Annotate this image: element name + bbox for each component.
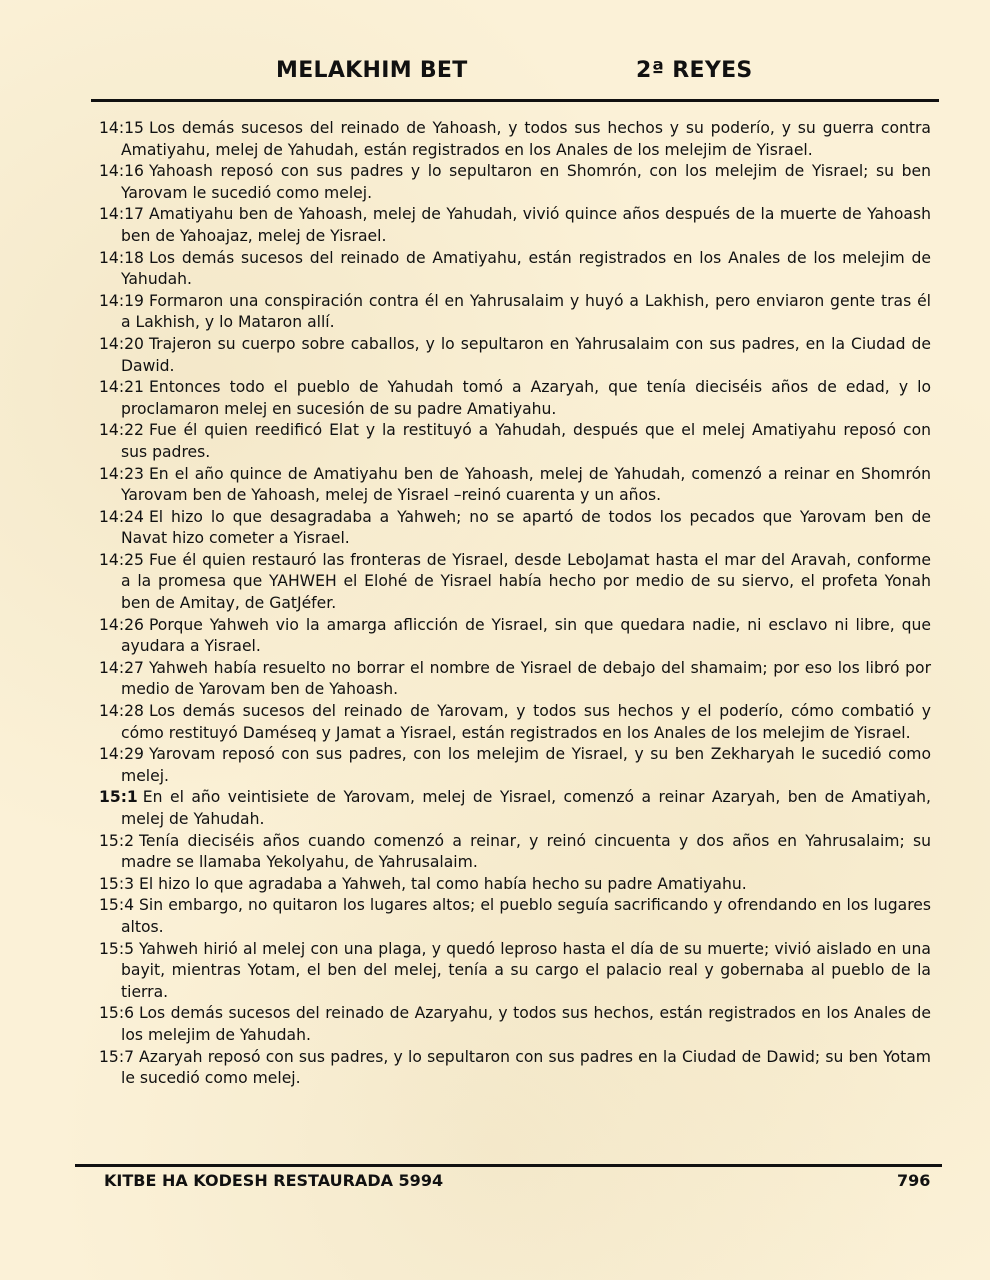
page-header — [0, 58, 990, 90]
verse-text: Los demás sucesos del reinado de Azaryahu, y todos sus hechos, están registrados en los Anales de los melejim de Yahudah. — [121, 1004, 931, 1044]
verse-text: Yahoash reposó con sus padres y lo sepultaron en Shomrón, con los melejim de Yisrael; su ben Yarovam le sucedió como melej. — [121, 162, 931, 202]
verse — [99, 874, 931, 896]
verse-reference: 15:1 — [99, 788, 138, 807]
verse — [99, 420, 931, 463]
verse-text: Yahweh hirió al melej con una plaga, y quedó leproso hasta el día de su muerte; vivió aislado en una bayit, mientras Yotam, el ben del melej, tenía a su cargo el palacio real y gobernaba al pueblo de la tierra. — [121, 939, 931, 1001]
verse-text: Fue él quien reedificó Elat y la restituyó a Yahudah, después que el melej Amatiyahu reposó con sus padres. — [121, 421, 931, 461]
verse-text: Sin embargo, no quitaron los lugares altos; el pueblo seguía sacrificando y ofrendando en los lugares altos. — [121, 896, 931, 936]
verse-text: Entonces todo el pueblo de Yahudah tomó a Azaryah, que tenía dieciséis años de edad, y lo proclamaron melej en sucesión de su padre Amatiyahu. — [121, 378, 931, 418]
verse-reference: 15:7 — [99, 1047, 135, 1066]
verse-reference: 14:18 — [99, 248, 144, 267]
verse — [99, 744, 931, 787]
book-title-spanish: 2ª REYES — [636, 58, 753, 83]
verse-reference: 14:21 — [99, 378, 144, 397]
verse — [99, 658, 931, 701]
verse-text: Los demás sucesos del reinado de Amatiyahu, están registrados en los Anales de los melejim de Yahudah. — [121, 248, 931, 289]
verse — [99, 248, 931, 291]
verse — [99, 831, 931, 874]
verse — [99, 550, 931, 615]
verse — [99, 464, 931, 507]
verse-text: Formaron una conspiración contra él en Yahrusalaim y huyó a Lakhish, pero enviaron gente tras él a Lakhish, y lo Mataron allí. — [121, 291, 931, 332]
verse — [99, 615, 931, 658]
verse-reference: 14:15 — [99, 119, 144, 137]
verse-reference: 14:29 — [99, 745, 144, 764]
book-title-hebrew: MELAKHIM BET — [276, 58, 468, 83]
verse-reference: 15:2 — [99, 831, 135, 850]
verse-list — [99, 118, 931, 1090]
verse-text: Porque Yahweh vio la amarga aflicción de Yisrael, sin que quedara nadie, ni esclavo ni libre, que ayudara a Yisrael. — [121, 615, 931, 656]
verse-text: El hizo lo que agradaba a Yahweh, tal como había hecho su padre Amatiyahu. — [139, 874, 747, 893]
verse-text: Fue él quien restauró las fronteras de Yisrael, desde LeboJamat hasta el mar del Aravah, conforme a la promesa que YAHWEH el Elohé de Yisrael había hecho por medio de su siervo, el profeta Yonah ben de Amitay, de GatJéfer. — [121, 550, 931, 613]
verse-reference: 14:20 — [99, 334, 144, 353]
verse-text: Tenía dieciséis años cuando comenzó a reinar, y reinó cincuenta y dos años en Yahrusalaim; su madre se llamaba Yekolyahu, de Yahrusalaim. — [121, 831, 931, 872]
verse-text: Trajeron su cuerpo sobre caballos, y lo sepultaron en Yahrusalaim con sus padres, en la Ciudad de Dawid. — [121, 334, 931, 375]
verse-reference: 15:4 — [99, 896, 135, 915]
verse-reference: 14:16 — [99, 162, 144, 181]
verse-text: Los demás sucesos del reinado de Yahoash, y todos sus hechos y su poderío, y su guerra contra Amatiyahu, melej de Yahudah, están registrados en los Anales de los melejim de Yisrael. — [121, 119, 931, 159]
verse-reference: 14:17 — [99, 205, 144, 224]
header-divider — [91, 99, 939, 102]
verse-reference: 14:24 — [99, 507, 144, 526]
footer-edition: KITBE HA KODESH RESTAURADA 5994 — [104, 1171, 444, 1190]
verse-reference: 14:26 — [99, 615, 144, 634]
verse — [99, 334, 931, 377]
verse-reference: 14:19 — [99, 291, 144, 310]
verse-text: Los demás sucesos del reinado de Yarovam, y todos sus hechos y el poderío, cómo combatió y cómo restituyó Daméseq y Jamat a Yisrael, están registrados en los Anales de los melejim de Yisrael. — [121, 702, 931, 742]
verse-text: En el año quince de Amatiyahu ben de Yahoash, melej de Yahudah, comenzó a reinar en Shomrón Yarovam ben de Yahoash, melej de Yisrael –reinó cuarenta y un años. — [121, 464, 931, 505]
verse-reference: 14:23 — [99, 464, 144, 483]
verse — [99, 377, 931, 420]
verse-reference: 15:6 — [99, 1004, 135, 1023]
verse — [99, 1047, 931, 1090]
verse — [99, 291, 931, 334]
verse — [99, 701, 931, 744]
verse — [99, 787, 931, 830]
verse-text: Amatiyahu ben de Yahoash, melej de Yahudah, vivió quince años después de la muerte de Yahoash ben de Yahoajaz, melej de Yisrael. — [121, 205, 931, 245]
verse-reference: 14:28 — [99, 702, 144, 721]
verse — [99, 204, 931, 247]
verse — [99, 939, 931, 1004]
verse-reference: 14:27 — [99, 658, 144, 677]
verse-text: Azaryah reposó con sus padres, y lo sepultaron con sus padres en la Ciudad de Dawid; su ben Yotam le sucedió como melej. — [121, 1047, 931, 1088]
verse — [99, 161, 931, 204]
verse-reference: 14:22 — [99, 421, 144, 440]
verse — [99, 895, 931, 938]
verse-text: El hizo lo que desagradaba a Yahweh; no se apartó de todos los pecados que Yarovam ben de Navat hizo cometer a Yisrael. — [121, 507, 931, 548]
verse — [99, 507, 931, 550]
page-number: 796 — [897, 1171, 931, 1190]
footer-divider — [75, 1164, 942, 1167]
verse-text: Yahweh había resuelto no borrar el nombre de Yisrael de debajo del shamaim; por eso los libró por medio de Yarovam ben de Yahoash. — [121, 658, 931, 699]
verse-reference: 14:25 — [99, 550, 144, 569]
verse — [99, 1003, 931, 1046]
verse-text: Yarovam reposó con sus padres, con los melejim de Yisrael, y su ben Zekharyah le sucedió como melej. — [121, 745, 931, 785]
verse-text: En el año veintisiete de Yarovam, melej de Yisrael, comenzó a reinar Azaryah, ben de Amatiyah, melej de Yahudah. — [121, 788, 931, 828]
verse — [99, 118, 931, 161]
verse-reference: 15:5 — [99, 939, 135, 958]
verse-reference: 15:3 — [99, 874, 135, 893]
